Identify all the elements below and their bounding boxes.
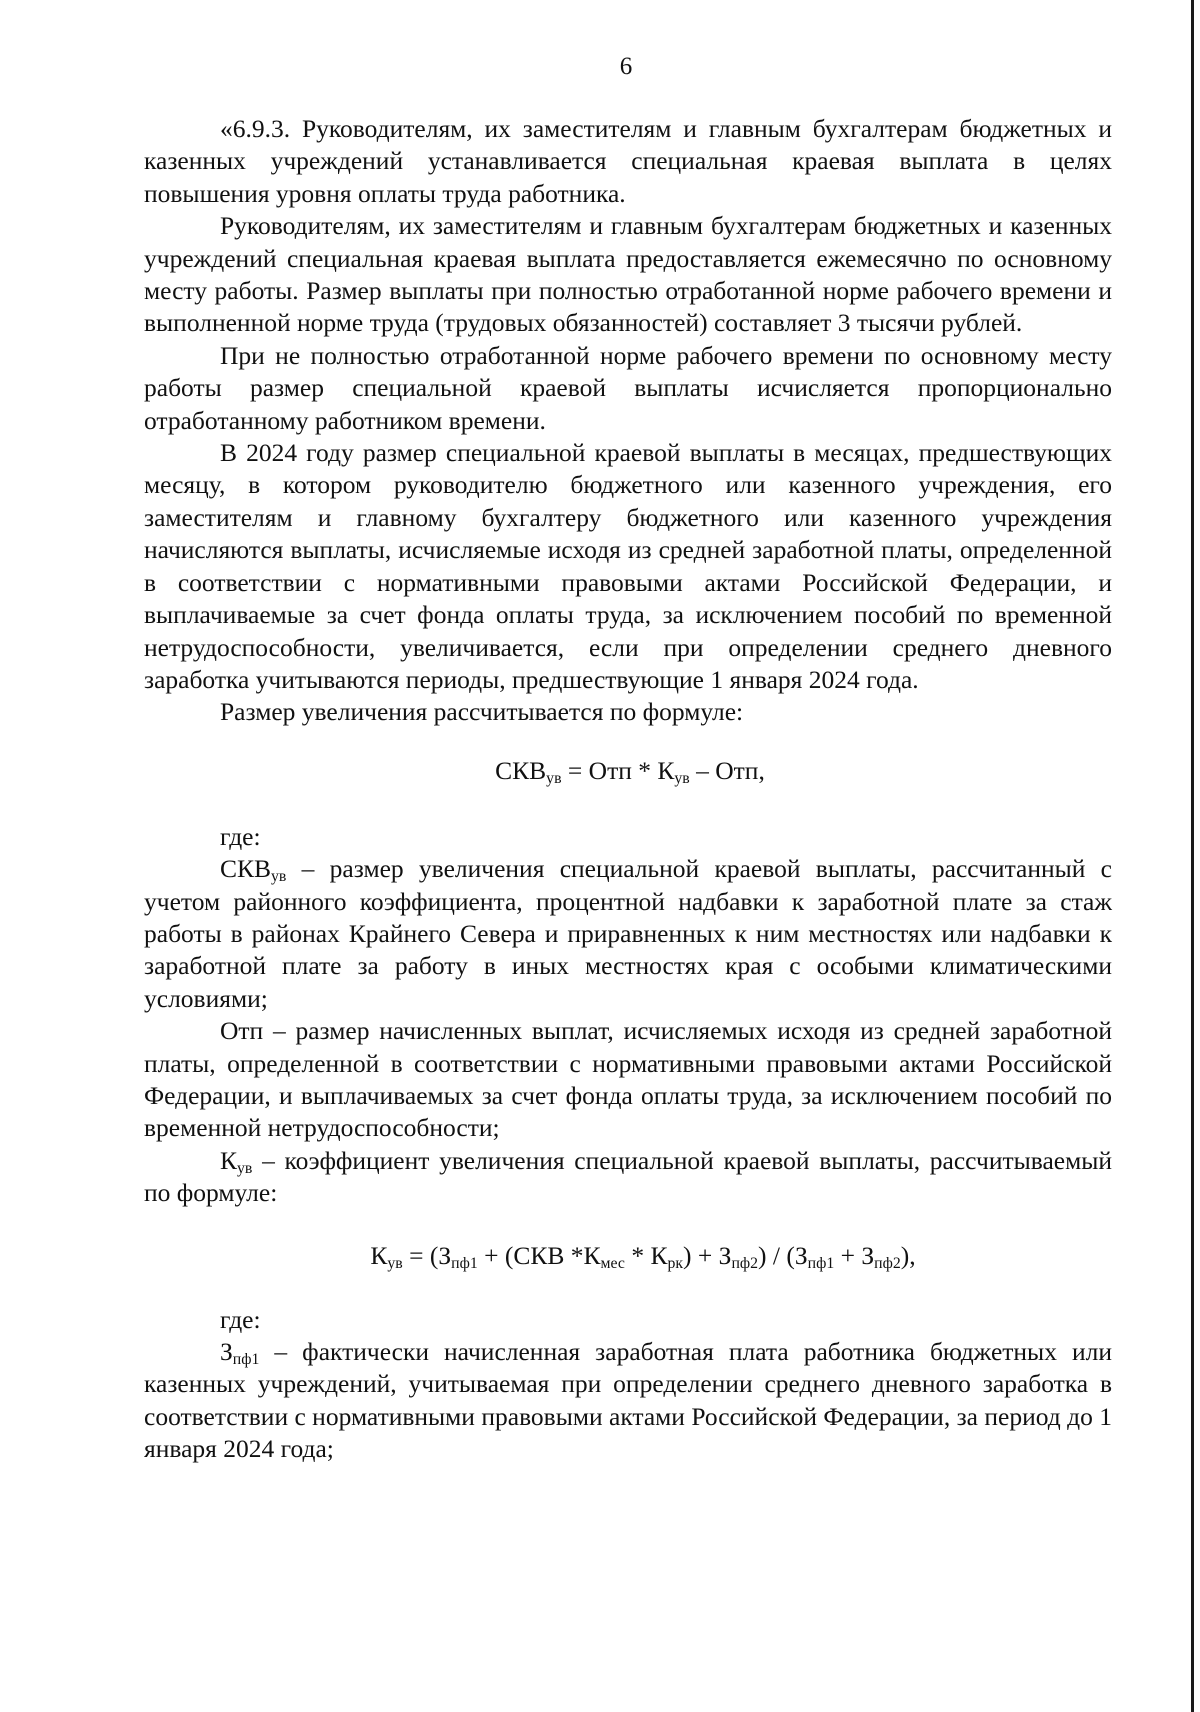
- where-label: где:: [220, 1304, 261, 1334]
- where-label: где:: [220, 821, 261, 851]
- formula-part: ) / (З: [758, 1240, 808, 1270]
- formula-subscript: пф2: [731, 1254, 759, 1272]
- formula-subscript: ув: [674, 769, 690, 787]
- definition-text: – фактически начисленная заработная плата работника бюджетных или казенных учреждений, учитываемая при определении среднего дневного заработка в соответствии с нормативными правовыми актами Российской Федерации, за период до 1 января 2024 года;: [144, 1337, 1112, 1464]
- definition-symbol: СКВ: [220, 854, 272, 884]
- formula-coefficient: [144, 1236, 1112, 1276]
- paragraph-payment-amount: Руководителям, их заместителям и главным бухгалтерам бюджетных и казенных учреждений специальная краевая выплата предоставляется ежемесячно по основному месту работы. Размер выплаты при полностью отработанной норме рабочего времени и выполненной норме труда (трудовых обязанностей) составляет 3 тысячи рублей.: [144, 211, 1112, 338]
- formula-subscript: рк: [667, 1254, 684, 1272]
- definition-subscript: ув: [271, 868, 287, 886]
- formula-part: ) + З: [683, 1240, 732, 1270]
- formula-part: ),: [900, 1240, 916, 1270]
- formula-subscript: мес: [600, 1254, 625, 1272]
- definition-symbol: З: [220, 1337, 233, 1366]
- paragraph-partial-norm: При не полностью отработанной норме рабочего времени по основному месту работы размер специальной краевой выплаты исчисляется пропорционально отработанному работником времени.: [144, 340, 1112, 435]
- formula-part: + (СКВ *К: [477, 1240, 601, 1270]
- paragraph-formula-intro: Размер увеличения рассчитывается по формуле:: [220, 697, 744, 727]
- definition-kuv: [144, 1145, 1112, 1210]
- formula-part: – Отп,: [689, 755, 765, 785]
- definition-skv: [144, 853, 1112, 1015]
- formula-subscript: пф2: [874, 1254, 901, 1272]
- formula-subscript: пф1: [807, 1254, 835, 1272]
- formula-part: * К: [624, 1240, 668, 1270]
- definition-text: – коэффициент увеличения специальной краевой выплаты, рассчитываемый по формуле:: [144, 1145, 1112, 1208]
- formula-subscript: ув: [546, 769, 562, 787]
- paragraph-2024-increase: В 2024 году размер специальной краевой выплаты в месяцах, предшествующих месяцу, в котором руководителю бюджетного или казенного учреждения, его заместителям и главному бухгалтеру бюджетного или казенного учреждения начисляются выплаты, исчисляемые исходя из средней заработной платы, определенной в соответствии с нормативными правовыми актами Российской Федерации, и выплачиваемые за счет фонда оплаты труда, за исключением пособий по временной нетрудоспособности, увеличивается, если при определении среднего дневного заработка учитываются периоды, предшествующие 1 января 2024 года.: [144, 438, 1112, 694]
- formula-part: = Отп * К: [561, 755, 675, 785]
- definition-subscript: пф1: [232, 1350, 260, 1368]
- definition-symbol: К: [220, 1145, 238, 1175]
- paragraph-6-9-3: «6.9.3. Руководителям, их заместителям и главным бухгалтерам бюджетных и казенных учреждений устанавливается специальная краевая выплата в целях повышения уровня оплаты труда работника.: [144, 114, 1112, 208]
- formula-part: К: [370, 1240, 388, 1270]
- formula-subscript: пф1: [451, 1254, 478, 1272]
- formula-increase: [144, 751, 1112, 791]
- page-number: 6: [619, 53, 633, 80]
- scan-edge-line: [1191, 0, 1194, 1712]
- formula-part: = (З: [402, 1240, 452, 1270]
- definition-otp: Отп – размер начисленных выплат, исчисляемых исходя из средней заработной платы, определенной в соответствии с нормативными правовыми актами Российской Федерации, и выплачиваемых за счет фонда оплаты труда, за исключением пособий по временной нетрудоспособности;: [144, 1016, 1112, 1143]
- definition-subscript: ув: [237, 1159, 253, 1177]
- definition-zpf1: [144, 1336, 1112, 1466]
- formula-subscript: ув: [387, 1254, 403, 1272]
- document-body: [144, 113, 1112, 1466]
- formula-part: СКВ: [495, 755, 547, 785]
- definition-text: – размер увеличения специальной краевой выплаты, рассчитанный с учетом районного коэффициента, процентной надбавки к заработной плате за стаж работы в районах Крайнего Севера и приравненных к ним местностях или надбавки к заработной плате за работу в иных местностях края с особыми климатическими условиями;: [144, 854, 1112, 1013]
- formula-part: + З: [834, 1240, 875, 1270]
